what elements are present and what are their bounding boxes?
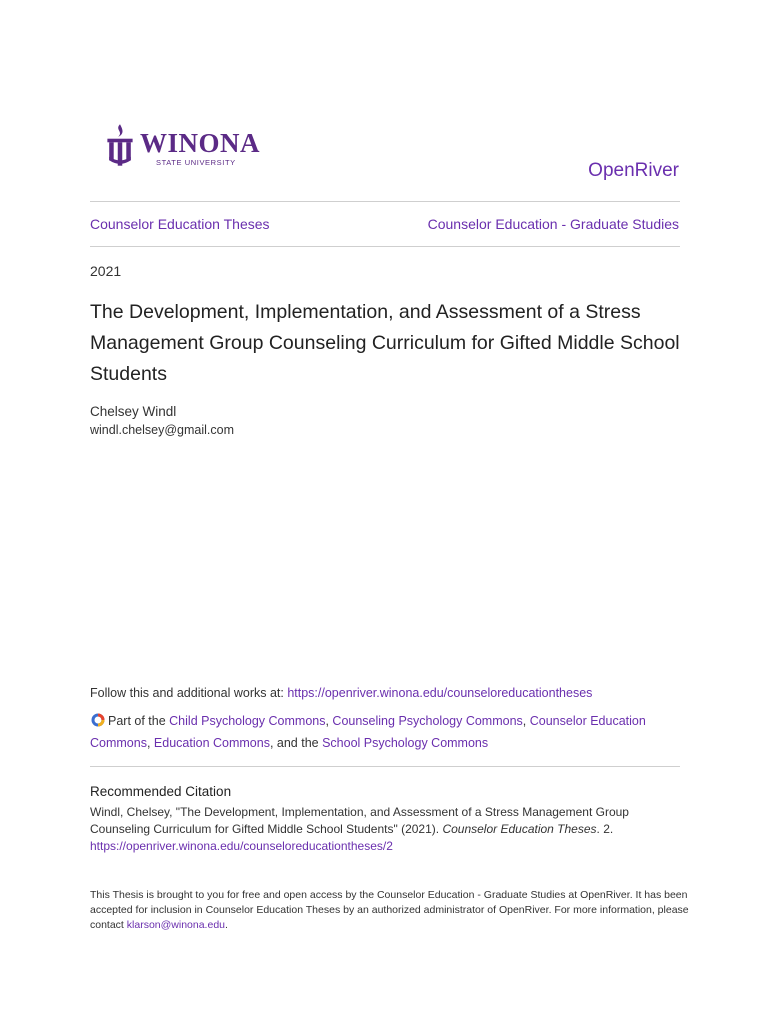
logo-subtitle: STATE UNIVERSITY bbox=[156, 158, 236, 167]
winona-torch-logo-icon bbox=[102, 120, 138, 170]
citation-main: Windl, Chelsey, "The Development, Implementation, and Assessment of a Stress Management Group Counseling Curriculum for Gifted Middle School Students" (2021). bbox=[90, 805, 629, 836]
separator: , and the bbox=[269, 736, 323, 750]
divider bbox=[90, 766, 680, 767]
commons-link[interactable]: School Psychology Commons bbox=[322, 736, 489, 750]
author-name: Chelsey Windl bbox=[90, 404, 177, 419]
follow-line bbox=[90, 686, 592, 700]
separator: , bbox=[325, 714, 333, 728]
access-notice-end: . bbox=[225, 919, 228, 931]
logo-wordmark: WINONA bbox=[140, 128, 261, 158]
author-email: windl.chelsey@gmail.com bbox=[90, 423, 234, 437]
citation-number: . 2. bbox=[596, 822, 614, 836]
separator: , bbox=[522, 714, 530, 728]
separator: , bbox=[146, 736, 154, 750]
commons-link[interactable]: Child Psychology Commons bbox=[169, 714, 326, 728]
commons-link[interactable]: Counselor Education Commons bbox=[90, 714, 646, 750]
citation-series: Counselor Education Theses bbox=[442, 822, 597, 836]
repository-name[interactable]: OpenRiver bbox=[588, 160, 679, 181]
department-link[interactable]: Counselor Education - Graduate Studies bbox=[427, 216, 679, 232]
disciplines-line bbox=[90, 710, 690, 754]
citation-heading: Recommended Citation bbox=[90, 784, 232, 799]
series-link[interactable]: Counselor Education Theses bbox=[90, 216, 270, 232]
publication-year: 2021 bbox=[90, 263, 122, 279]
commons-link[interactable]: Counseling Psychology Commons bbox=[332, 714, 523, 728]
divider bbox=[90, 201, 680, 202]
partof-prefix: Part of the bbox=[108, 714, 170, 728]
commons-link[interactable]: Education Commons bbox=[153, 736, 270, 750]
citation-url-link[interactable]: https://openriver.winona.edu/counseloreducationtheses/2 bbox=[90, 839, 393, 853]
access-notice-text: This Thesis is brought to you for free and open access by the Counselor Education - Graduate Studies at OpenRiver. It has been accepted for inclusion in Counselor Education Theses by an authorized administrator of OpenRiver. For more information, please contact bbox=[90, 889, 689, 931]
citation-text bbox=[90, 804, 680, 855]
contact-email-link[interactable]: klarson@winona.edu bbox=[126, 919, 225, 931]
divider bbox=[90, 246, 680, 247]
access-notice bbox=[90, 888, 690, 933]
document-title: The Development, Implementation, and Assessment of a Stress Management Group Counseling Curriculum for Gifted Middle School Students bbox=[90, 301, 680, 385]
follow-text: Follow this and additional works at: bbox=[90, 686, 288, 700]
bepress-commons-icon bbox=[90, 712, 106, 728]
follow-url-link[interactable]: https://openriver.winona.edu/counseloreducationtheses bbox=[287, 686, 593, 700]
